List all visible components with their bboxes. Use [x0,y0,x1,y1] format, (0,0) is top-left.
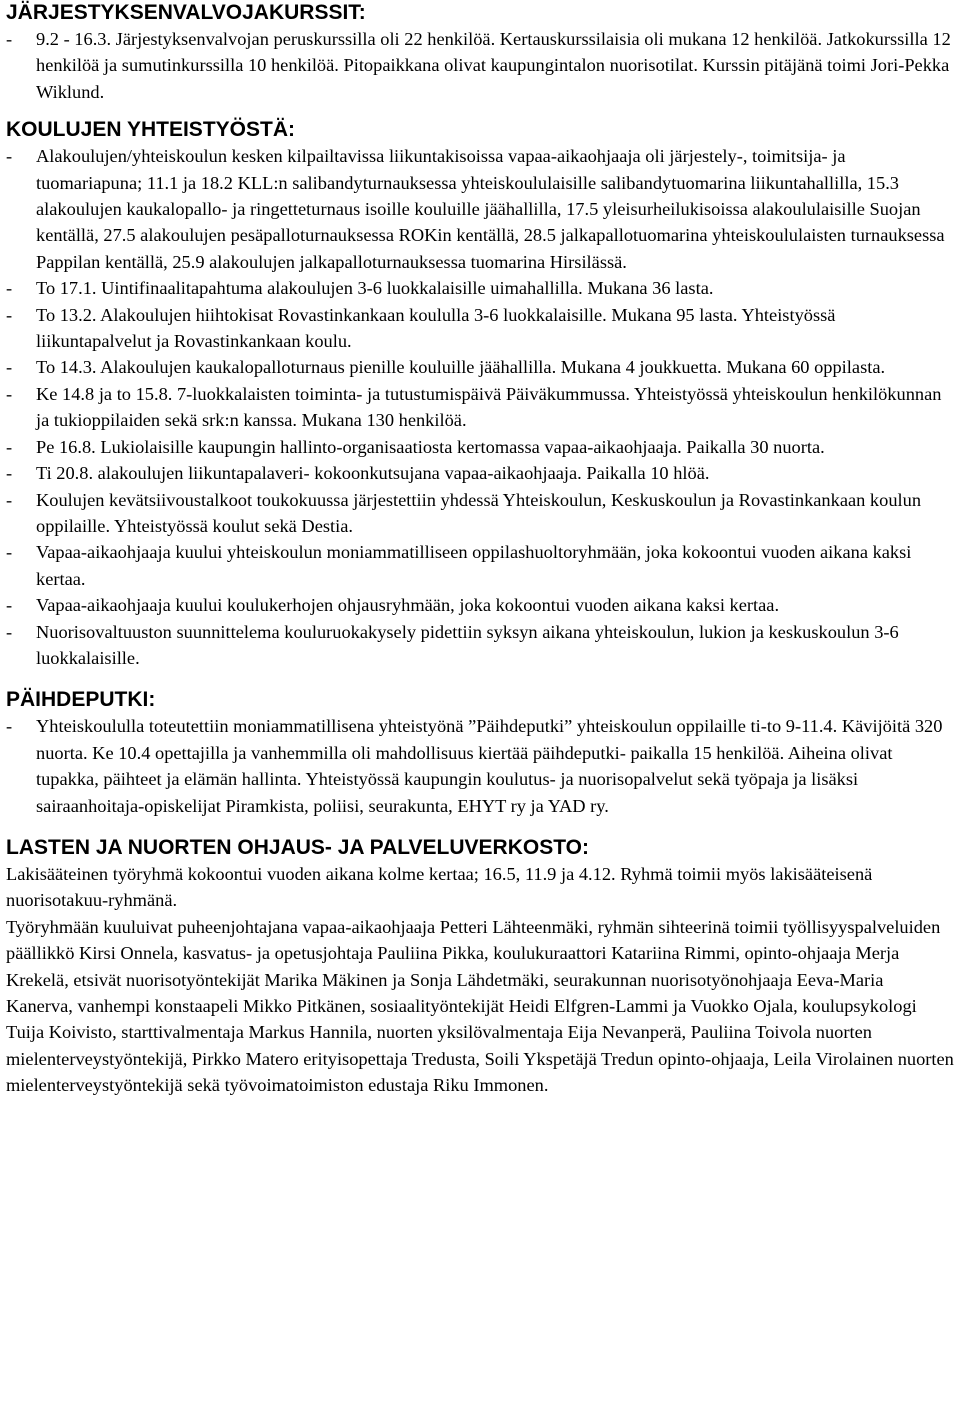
list-item [6,592,954,618]
list-item [6,539,954,592]
bullet-dash: - [6,489,13,510]
list-item [6,26,954,105]
list-item-text: Koulujen kevätsiivoustalkoot toukokuussa järjestettiin yhdessä Yhteiskoulun, Keskuskoulun ja Rovastinkankaan koulun oppilaille. Yhteistyössä koulut sekä Destia. [36,489,922,536]
list-item-text: To 13.2. Alakoulujen hiihtokisat Rovastinkankaan koululla 3-6 luokkalaisille. Mukana 95 lasta. Yhteistyössä liikuntapalvelut ja Rovastinkankaan koulu. [36,304,836,352]
list-item [6,434,954,460]
bullet-dash: - [6,595,13,616]
list-item-text: Ti 20.8. alakoulujen liikuntapalaveri- kokoonkutsujana vapaa-aikaohjaaja. Paikalla 10 hlöä. [36,463,710,484]
bullet-dash: - [6,463,13,484]
section-koulujen-yhteistyosta [6,117,954,671]
section-heading: LASTEN JA NUORTEN OHJAUS- JA PALVELUVERKOSTO: [6,835,589,859]
list-item-text: To 17.1. Uintifinaalitapahtuma alakoulujen 3-6 luokkalaisille uimahallilla. Mukana 36 lasta. [36,278,714,299]
bullet-dash: - [6,542,13,563]
list-item [6,354,954,380]
bullet-dash: - [6,304,13,325]
bullet-list [6,26,954,105]
list-item [6,460,954,486]
bullet-dash: - [6,716,13,737]
section-lasten-ja-nuorten-ohjaus [6,835,954,1099]
list-item-text: Vapaa-aikaohjaaja kuului koulukerhojen ohjausryhmään, joka kokoontui vuoden aikana kaksi kertaa. [36,595,780,616]
list-item [6,143,954,275]
section-paihdeputki [6,687,954,819]
bullet-dash: - [6,436,13,457]
list-item [6,487,954,540]
list-item [6,275,954,301]
list-item-text: Yhteiskoululla toteutettiin moniammatillisena yhteistyönä ”Päihdeputki” yhteiskoulun oppilaille ti-to 9-11.4. Kävijöitä 320 nuorta. Ke 10.4 opettajilla ja vanhemmilla oli mahdollisuus kiertää päihdeputki- paikalla 15 henkilöä. Aiheina olivat tupakka, päihteet ja elämän hallinta. Yhteistyössä kaupungin koulutus- ja nuorisopalvelut sekä työpaja ja lisäksi sairaanhoitaja-opiskelijat Piramkista, poliisi, seurakunta, EHYT ry ja YAD ry. [36,716,943,816]
list-item-text: Alakoulujen/yhteiskoulun kesken kilpailtavissa liikuntakisoissa vapaa-aikaohjaaja oli järjestely-, toimitsija- ja tuomariapuna; 11.1 ja 18.2 KLL:n salibandyturnauksessa yhteiskoululaisille salibandytuomarina liikuntahallilla, 15.3 alakoulujen kaukalopallo- ja ringetteturnaus isoille kouluille jäähallilla, 17.5 yleisurheilukisoissa alakoululaisille Suojan kentällä, 27.5 alakoulujen pesäpalloturnauksessa ROKin kentällä, 28.5 jalkapallotuomarina yhteiskoululaisten turnauksessa Pappilan kentällä, 25.9 alakoulujen jalkapalloturnauksessa tuomarina Hirsilässä. [36,146,945,272]
list-item-text: Ke 14.8 ja to 15.8. 7-luokkalaisten toiminta- ja tutustumispäivä Päiväkummussa. Yhteistyössä yhteiskoulun henkilökunnan ja tukioppilaiden sekä srk:n kanssa. Mukana 130 henkilöä. [36,383,942,431]
bullet-dash: - [6,357,13,378]
section-heading: KOULUJEN YHTEISTYÖSTÄ: [6,118,295,142]
bullet-dash: - [6,383,13,404]
list-item-text: Nuorisovaltuuston suunnittelema kouluruokakysely pidettiin syksyn aikana yhteiskoulun, lukion ja keskuskoulun 3-6 luokkalaisille. [36,621,899,668]
list-item [6,381,954,434]
list-item [6,713,954,819]
list-item-text: Pe 16.8. Lukiolaisille kaupungin hallinto-organisaatiosta kertomassa vapaa-aikaohjaaja. Paikalla 30 nuorta. [36,436,825,457]
bullet-list [6,143,954,671]
list-item-text: 9.2 - 16.3. Järjestyksenvalvojan peruskurssilla oli 22 henkilöä. Kertauskurssilaisia oli mukana 12 henkilöä. Jatkokurssilla 12 henkilöä ja sumutinkurssilla 10 henkilöä. Pitopaikkana olivat kaupungintalon nuorisotilat. Kurssin pitäjänä toimi Jori-Pekka Wiklund. [36,29,951,102]
list-item [6,302,954,355]
bullet-dash: - [6,29,13,49]
section-heading: PÄIHDEPUTKI: [6,688,156,712]
section-jarjestyksenvalvojakurssit [6,0,954,105]
bullet-list [6,713,954,819]
list-item-text: Vapaa-aikaohjaaja kuului yhteiskoulun moniammatilliseen oppilashuoltoryhmään, joka kokoontui vuoden aikana kaksi kertaa. [36,542,912,589]
bullet-dash: - [6,621,13,642]
paragraph: Työryhmään kuuluivat puheenjohtajana vapaa-aikaohjaaja Petteri Lähteenmäki, ryhmän sihteerinä toimii työllisyyspalveluiden päällikkö Kirsi Onnela, kasvatus- ja opetusjohtaja Pauliina Pikka, koulukuraattori Katariina Rimmi, opinto-ohjaaja Merja Krekelä, etsivät nuorisotyöntekijät Marika Mäkinen ja Sonja Lähdetmäki, seurakunnan nuorisotyönohjaaja Eeva-Maria Kanerva, vanhempi konstaapeli Mikko Pitkänen, sosiaalityöntekijät Heidi Elfgren-Lammi ja Vuokko Ojala, koulupsykologi Tuija Koivisto, starttivalmentaja Markus Hannila, nuorten yksilövalmentaja Eija Nevanperä, Pauliina Toivola nuorten mielenterveystyöntekijä, Pirkko Matero erityisopettaja Tredusta, Soili Ykspetäjä Tredun opinto-ohjaaja, Leila Virolainen nuorten mielenterveystyöntekijä sekä työvoimatoimiston edustaja Riku Immonen. [6,916,954,1096]
bullet-dash: - [6,278,13,299]
paragraph: Lakisääteinen työryhmä kokoontui vuoden aikana kolme kertaa; 16.5, 11.9 ja 4.12. Ryhmä toimii myös lakisääteisenä nuorisotakuu-ryhmänä. [6,863,873,911]
bullet-dash: - [6,146,13,167]
list-item-text: To 14.3. Alakoulujen kaukalopalloturnaus pienille kouluille jäähallilla. Mukana 4 joukkuetta. Mukana 60 oppilasta. [36,357,886,378]
list-item [6,619,954,672]
section-heading: JÄRJESTYKSENVALVOJAKURSSIT: [6,1,366,24]
